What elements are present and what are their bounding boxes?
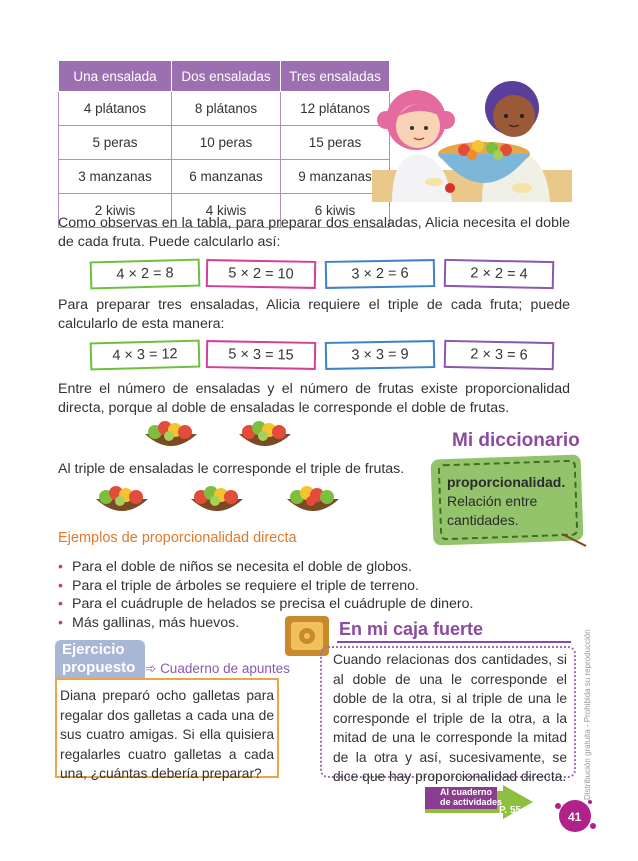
pencil-icon <box>560 530 590 550</box>
table-row <box>59 92 390 126</box>
arrow-icon: ➾ <box>145 661 161 676</box>
diccionario-title: Mi diccionario <box>452 430 580 451</box>
diccionario-definition: Relación entre cantidades. <box>447 493 538 528</box>
table-header: Tres ensaladas <box>281 61 390 92</box>
example-text: Para el doble de niños se necesita el doble de globos. <box>72 559 412 575</box>
paragraph-proportionality: Entre el número de ensaladas y el número de frutas existe proporcionalidad directa, porque al doble de ensaladas le corresponde el doble de frutas. <box>58 381 570 416</box>
table-header: Dos ensaladas <box>172 61 281 92</box>
equation-double: 3 × 2 = 6 <box>325 259 435 289</box>
cuaderno-actividades-page: P. 55 <box>499 805 522 816</box>
distribution-note: Distribución gratuita - Prohibida su reproducción <box>583 629 592 800</box>
table-cell: 6 manzanas <box>172 160 281 194</box>
cuaderno-apuntes-label: Cuaderno de apuntes <box>160 661 290 676</box>
table-cell: 6 kiwis <box>281 194 390 228</box>
table-row <box>59 160 390 194</box>
salad-bowl-icon <box>187 483 247 519</box>
example-text: Más gallinas, más huevos. <box>72 614 240 631</box>
table-cell: 8 plátanos <box>172 92 281 126</box>
caja-fuerte-text: Cuando relacionas dos cantidades, si al doble de una le corresponde el doble de la otra, si al triple de una le corresponde el triple de la otra, a la mitad de una le corresponde la mitad de la otra y así, sucesivamente, se dice que hay proporcionalidad directa. <box>333 652 567 784</box>
caja-fuerte-title: En mi caja fuerte <box>339 619 484 639</box>
example-text: Para el cuádruple de helados se precisa el cuádruple de dinero. <box>72 596 474 612</box>
ejercicio-title-line1: Ejercicio <box>62 641 125 658</box>
list-item <box>58 577 473 596</box>
table-cell: 9 manzanas <box>281 160 390 194</box>
bullet-icon: • <box>58 614 63 631</box>
ejercicio-title-line2: propuesto <box>62 659 136 676</box>
salad-bowl-icon <box>92 483 152 519</box>
bullet-icon: • <box>58 596 63 612</box>
fruit-table <box>58 60 390 228</box>
table-cell: 4 plátanos <box>59 92 172 126</box>
cuaderno-actividades-line2: de actividades <box>440 797 503 807</box>
table-cell: 2 kiwis <box>59 194 172 228</box>
diccionario-term: proporcionalidad. <box>447 474 566 490</box>
caja-fuerte-underline <box>337 641 571 643</box>
equation-double: 2 × 2 = 4 <box>444 259 555 289</box>
ejercicio-text: Diana preparó ocho galletas para regalar dos galletas a cada una de sus cuatro amigas. Si ella quisiera regalarles cuatro galletas a cada una, ¿cuántas debería preparar? <box>60 688 274 782</box>
table-cell: 12 plátanos <box>281 92 390 126</box>
table-row <box>59 126 390 160</box>
bullet-icon: • <box>58 577 63 594</box>
cuaderno-actividades-line1: Al cuaderno <box>440 787 493 797</box>
table-cell: 3 manzanas <box>59 160 172 194</box>
table-header: Una ensalada <box>59 61 172 92</box>
list-item <box>58 558 473 577</box>
paragraph-double: Como observas en la tabla, para preparar dos ensaladas, Alicia necesita el doble de cada fruta. Puede calcularlo así: <box>58 215 570 250</box>
list-item <box>58 595 473 614</box>
table-cell: 5 peras <box>59 126 172 160</box>
example-text: Para el triple de árboles se requiere el triple de terreno. <box>72 577 419 594</box>
salad-bowl-icon <box>141 418 201 454</box>
paragraph-triple: Para preparar tres ensaladas, Alicia requiere el triple de cada fruta; puede calcularlo de esta manera: <box>58 297 570 332</box>
page-number: 41 <box>568 810 582 824</box>
bullet-icon: • <box>58 559 63 575</box>
children-salad-illustration <box>372 62 572 202</box>
equation-triple: 5 × 3 = 15 <box>206 340 316 370</box>
table-header-row <box>59 61 390 92</box>
equation-triple: 4 × 3 = 12 <box>90 340 201 371</box>
table-cell: 10 peras <box>172 126 281 160</box>
paragraph-triple-salads: Al triple de ensaladas le corresponde el triple de frutas. <box>58 461 405 477</box>
equation-triple: 3 × 3 = 9 <box>325 340 435 370</box>
equation-triple: 2 × 3 = 6 <box>444 340 555 370</box>
cuaderno-apuntes-link[interactable] <box>145 661 290 677</box>
table-cell: 15 peras <box>281 126 390 160</box>
salad-bowl-icon <box>283 483 343 519</box>
salad-bowl-icon <box>235 418 295 454</box>
equation-double: 4 × 2 = 8 <box>90 259 201 290</box>
examples-title: Ejemplos de proporcionalidad directa <box>58 530 297 546</box>
equation-double: 5 × 2 = 10 <box>206 259 316 289</box>
table-cell: 4 kiwis <box>172 194 281 228</box>
